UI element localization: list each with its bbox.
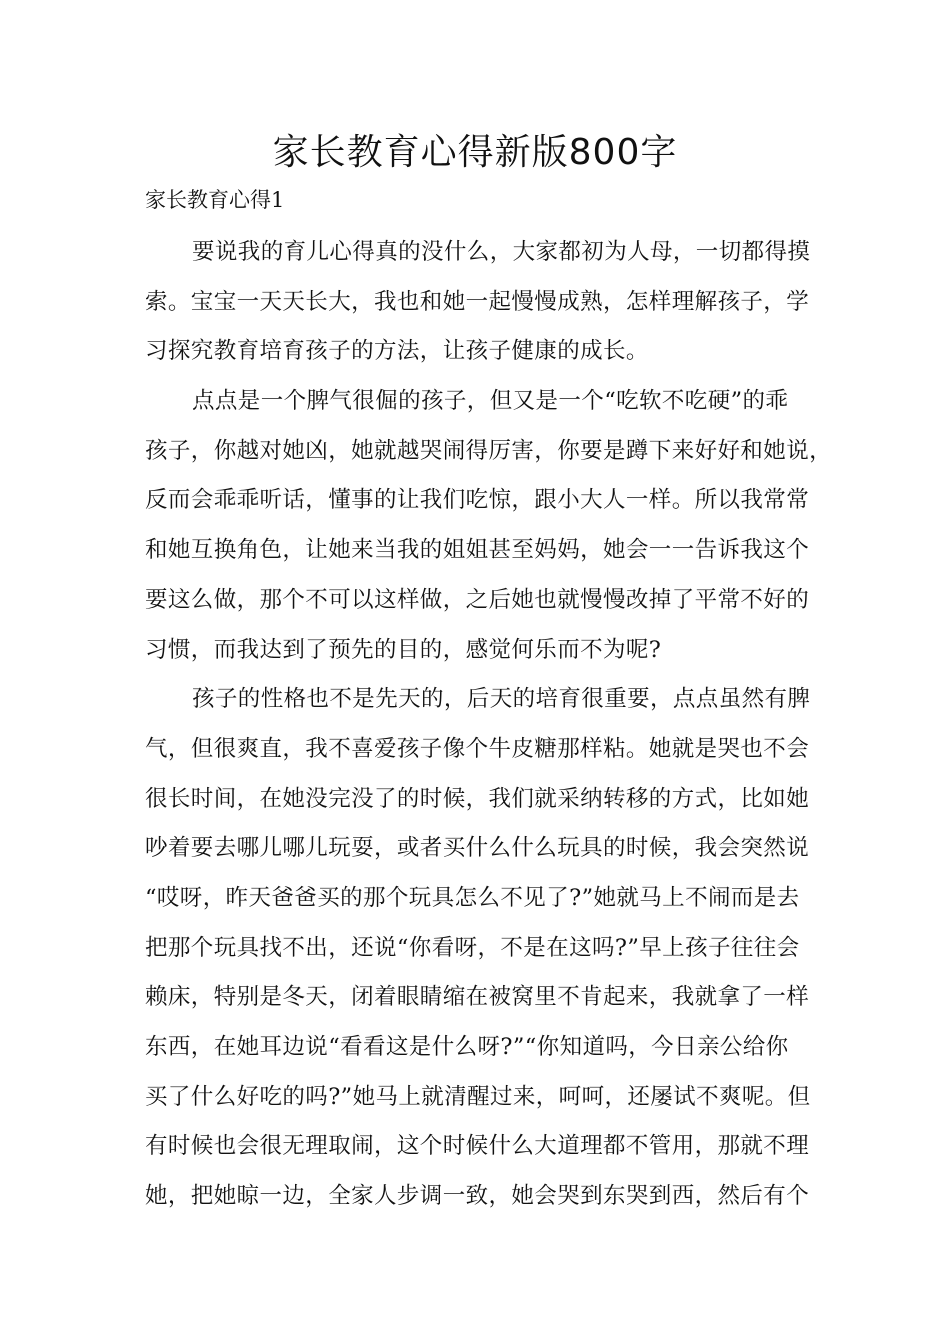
paragraph-line: 东西，在她耳边说“看看这是什么呀?”“你知道吗，今日亲公给你	[145, 1034, 789, 1060]
paragraph	[145, 377, 833, 675]
paragraph-line: 习惯，而我达到了预先的目的，感觉何乐而不为呢?	[145, 636, 662, 663]
paragraph-line: 习探究教育培育孩子的方法，让孩子健康的成长。	[145, 338, 649, 365]
document-title: 家长教育心得新版800字	[272, 132, 678, 173]
paragraph-line: 要这么做，那个不可以这样做，之后她也就慢慢改掉了平常不好的	[145, 586, 810, 613]
paragraph-line: 赖床，特别是冬天，闭着眼睛缩在被窝里不肯起来，我就拿了一样	[145, 984, 810, 1011]
paragraph-line: 孩子的性格也不是先天的，后天的培育很重要，点点虽然有脾	[192, 686, 811, 713]
paragraph	[145, 228, 825, 377]
paragraph-line: 买了什么好吃的吗?”她马上就清醒过来，呵呵，还屡试不爽呢。但	[145, 1083, 811, 1110]
paragraph-line: 吵着要去哪儿哪儿玩耍，或者买什么什么玩具的时候，我会突然说	[145, 835, 810, 862]
paragraph	[145, 675, 825, 1222]
paragraph-line: 点点是一个脾气很倔的孩子，但又是一个“吃软不吃硬”的乖	[192, 388, 789, 415]
paragraph-line: 把那个玩具找不出，还说“你看呀，不是在这吗?”早上孩子往往会	[145, 934, 800, 961]
paragraph-line: 气，但很爽直，我不喜爱孩子像个牛皮糖那样粘。她就是哭也不会	[145, 735, 810, 762]
paragraph-line: 孩子，你越对她凶，她就越哭闹得厉害，你要是蹲下来好好和她说，	[145, 437, 833, 464]
paragraph-line: 要说我的育儿心得真的没什么，大家都初为人母，一切都得摸	[192, 239, 811, 265]
paragraph-line: “哎呀，昨天爸爸买的那个玩具怎么不见了?”她就马上不闹而是去	[145, 884, 800, 911]
paragraph-line: 索。宝宝一天天长大，我也和她一起慢慢成熟，怎样理解孩子，学	[145, 288, 810, 315]
paragraph-line: 和她互换角色，让她来当我的姐姐甚至妈妈，她会一一告诉我这个	[145, 537, 810, 564]
section-heading: 家长教育心得1	[145, 188, 285, 212]
document-body	[145, 228, 833, 1222]
paragraph-line: 她，把她晾一边，全家人步调一致，她会哭到东哭到西，然后有个	[145, 1183, 810, 1210]
paragraph-line: 很长时间，在她没完没了的时候，我们就采纳转移的方式，比如她	[145, 785, 810, 812]
paragraph-line: 反而会乖乖听话，懂事的让我们吃惊，跟小大人一样。所以我常常	[145, 487, 810, 514]
paragraph-line: 有时候也会很无理取闹，这个时候什么大道理都不管用，那就不理	[145, 1133, 810, 1160]
